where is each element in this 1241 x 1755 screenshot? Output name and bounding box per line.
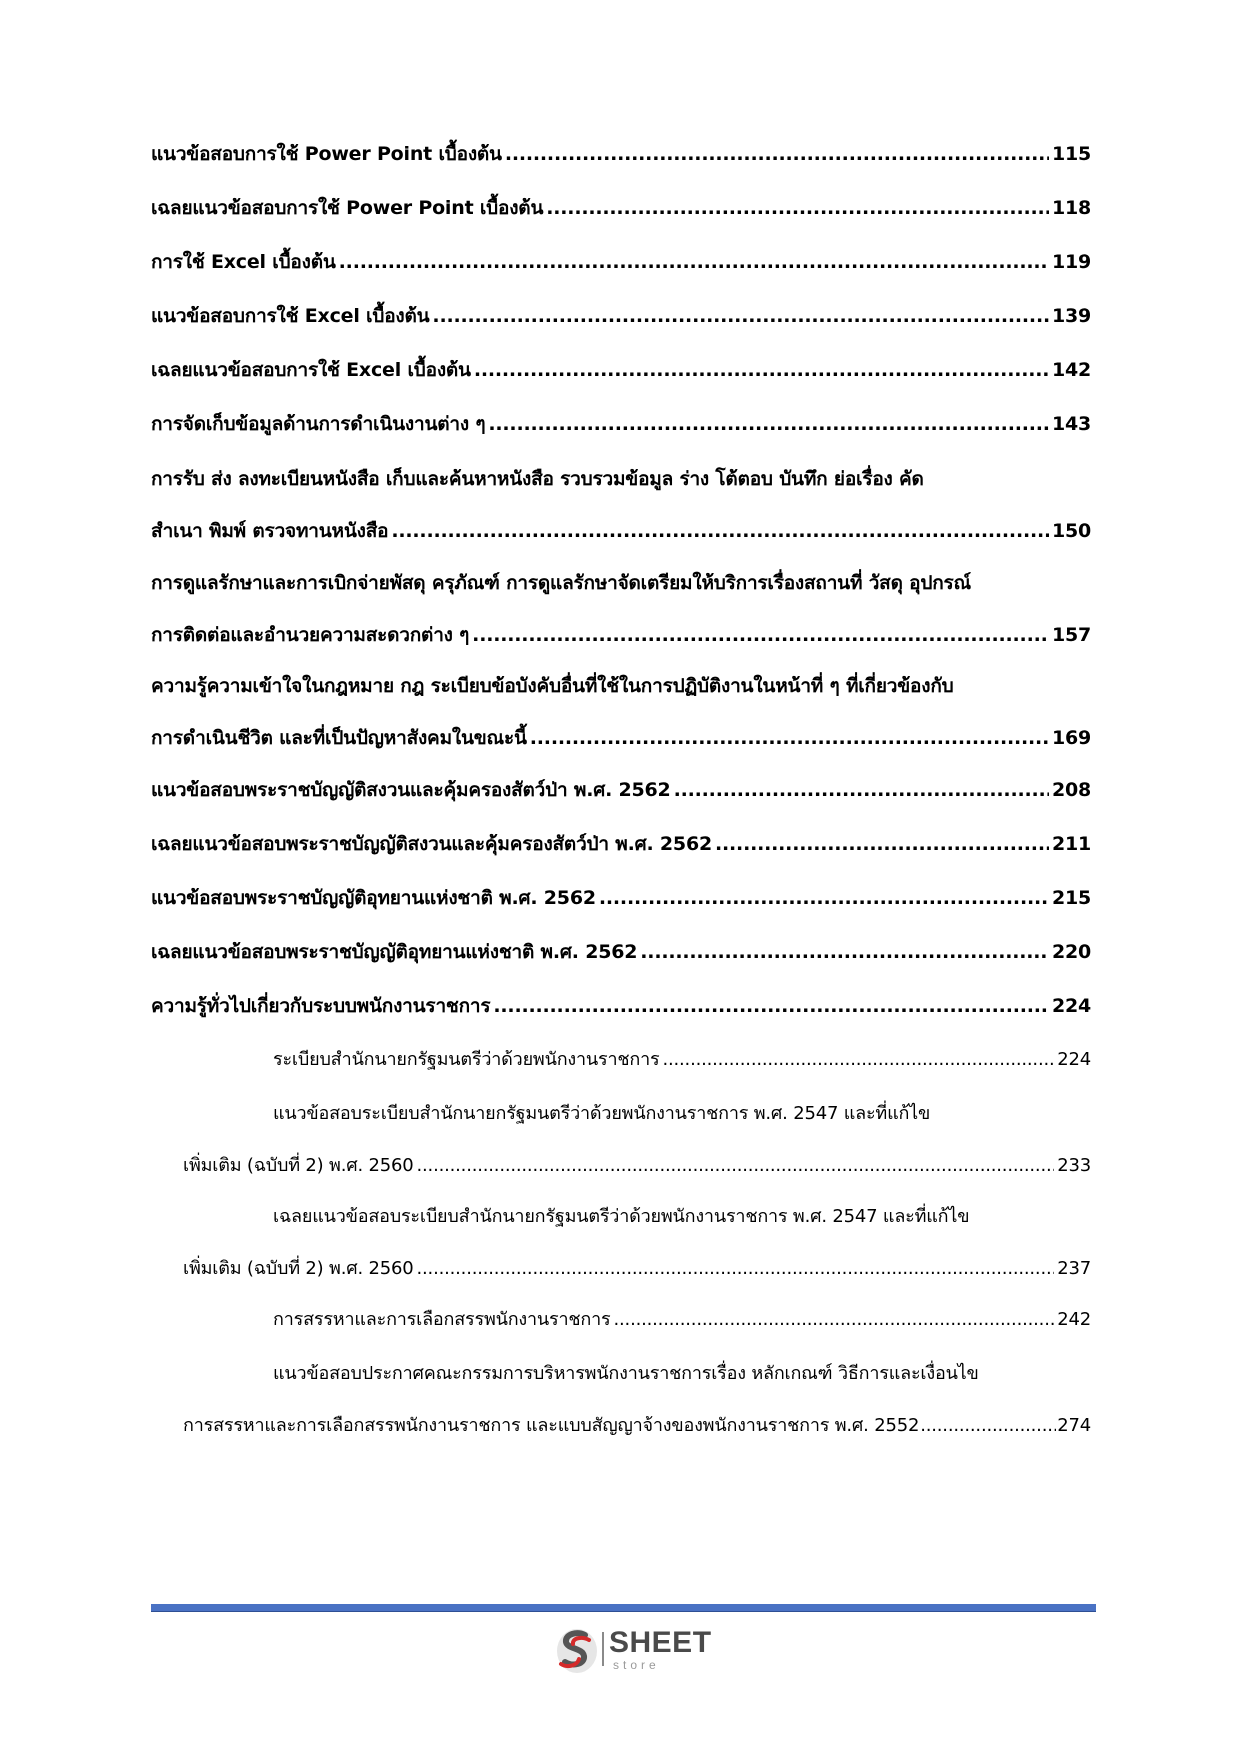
toc-entry[interactable] (151, 565, 1091, 653)
dot-leader (417, 1148, 1055, 1184)
toc-entry[interactable] (151, 988, 1091, 1024)
dot-leader (530, 720, 1049, 756)
dot-leader (505, 136, 1049, 172)
toc-entry-title: การจัดเก็บข้อมูลด้านการดำเนินงานต่าง ๆ (151, 413, 486, 435)
toc-entry-page: 150 (1051, 520, 1091, 542)
toc-entry[interactable] (151, 136, 1091, 172)
toc-entry-title: เพิ่มเติม (ฉบับที่ 2) พ.ศ. 2560 (183, 1155, 414, 1176)
dot-leader (488, 406, 1049, 442)
toc-entry-page: 211 (1051, 833, 1091, 855)
toc-entry[interactable] (151, 461, 1091, 549)
toc-entry-title: ระเบียบสำนักนายกรัฐมนตรีว่าด้วยพนักงานราชการ (273, 1049, 660, 1070)
toc-entry-title: การสรรหาและการเลือกสรรพนักงานราชการ และแบบสัญญาจ้างของพนักงานราชการ พ.ศ. 2552 (183, 1415, 920, 1436)
toc-entry-page: 224 (1051, 995, 1091, 1017)
toc-entry-title: การสรรหาและการเลือกสรรพนักงานราชการ (273, 1309, 611, 1330)
toc-entry-title: แนวข้อสอบพระราชบัญญัติสงวนและคุ้มครองสัตว์ป่า พ.ศ. 2562 (151, 779, 671, 801)
toc-entry[interactable] (151, 826, 1091, 862)
logo-subtext: store (613, 1658, 660, 1672)
dot-leader (417, 1251, 1055, 1287)
toc-entry-title: สำเนา พิมพ์ ตรวจทานหนังสือ (151, 520, 389, 542)
toc-entry-title-line1: เฉลยแนวข้อสอบระเบียบสำนักนายกรัฐมนตรีว่าด้วยพนักงานราชการ พ.ศ. 2547 และที่แก้ไข (273, 1206, 970, 1227)
toc-entry-page: 143 (1051, 413, 1091, 435)
toc-entry-title: ความรู้ทั่วไปเกี่ยวกับระบบพนักงานราชการ (151, 995, 491, 1017)
sheet-store-s-icon (555, 1626, 599, 1676)
toc-entry-page: 224 (1057, 1049, 1091, 1070)
toc-entry-title: การใช้ Excel เบื้องต้น (151, 251, 336, 273)
toc-entry[interactable] (151, 880, 1091, 916)
toc-entry-title: เฉลยแนวข้อสอบการใช้ Excel เบื้องต้น (151, 359, 471, 381)
toc-entry[interactable] (151, 772, 1091, 808)
toc-entry[interactable] (151, 406, 1091, 442)
toc-entry-title-line1: แนวข้อสอบประกาศคณะกรรมการบริหารพนักงานราชการเรื่อง หลักเกณฑ์ วิธีการและเงื่อนไข (273, 1363, 979, 1384)
toc-entry-page: 119 (1051, 251, 1091, 273)
toc-entry-title: แนวข้อสอบพระราชบัญญัติอุทยานแห่งชาติ พ.ศ. 2562 (151, 887, 596, 909)
dot-leader (472, 617, 1049, 653)
toc-sub-entry[interactable] (151, 1096, 1091, 1184)
toc-sub-entry[interactable] (151, 1356, 1091, 1444)
dot-leader (599, 880, 1049, 916)
toc-entry-title-line1: ความรู้ความเข้าใจในกฎหมาย กฎ ระเบียบข้อบังคับอื่นที่ใช้ในการปฏิบัติงานในหน้าที่ ๆ ที่เกี่ยวข้องกับ (151, 675, 954, 697)
toc-entry[interactable] (151, 244, 1091, 280)
toc-entry-page: 237 (1057, 1258, 1091, 1279)
toc-entry-title: เฉลยแนวข้อสอบพระราชบัญญัติสงวนและคุ้มครองสัตว์ป่า พ.ศ. 2562 (151, 833, 712, 855)
dot-leader (640, 934, 1049, 970)
toc-entry-page: 142 (1051, 359, 1091, 381)
toc-entry-title: การดำเนินชีวิต และที่เป็นปัญหาสังคมในขณะนี้ (151, 727, 527, 749)
toc-entry-title: แนวข้อสอบการใช้ Excel เบื้องต้น (151, 305, 430, 327)
toc-entry-title: การติดต่อและอำนวยความสะดวกต่าง ๆ (151, 624, 470, 646)
dot-leader (674, 772, 1049, 808)
sheet-store-logo (555, 1626, 725, 1678)
toc-entry-page: 118 (1051, 197, 1091, 219)
toc-entry-page: 169 (1051, 727, 1091, 749)
toc-entry-page: 242 (1057, 1309, 1091, 1330)
dot-leader (546, 190, 1049, 226)
toc-sub-entry[interactable] (151, 1199, 1091, 1287)
toc-entry-title-line1: แนวข้อสอบระเบียบสำนักนายกรัฐมนตรีว่าด้วยพนักงานราชการ พ.ศ. 2547 และที่แก้ไข (273, 1103, 931, 1124)
dot-leader (493, 988, 1049, 1024)
toc-entry[interactable] (151, 352, 1091, 388)
footer-bar (151, 1604, 1096, 1612)
toc-entry-page: 274 (1057, 1415, 1091, 1436)
logo-wordmark: SHEET (609, 1626, 712, 1659)
dot-leader (614, 1302, 1055, 1338)
toc-entry-title: เฉลยแนวข้อสอบพระราชบัญญัติอุทยานแห่งชาติ พ.ศ. 2562 (151, 941, 638, 963)
toc-entry-page: 115 (1051, 143, 1091, 165)
dot-leader (662, 1042, 1054, 1078)
toc-entry-title: เพิ่มเติม (ฉบับที่ 2) พ.ศ. 2560 (183, 1258, 414, 1279)
toc-entry[interactable] (151, 298, 1091, 334)
toc-entry-title: แนวข้อสอบการใช้ Power Point เบื้องต้น (151, 143, 502, 165)
dot-leader (920, 1408, 1056, 1444)
toc-entry-page: 220 (1051, 941, 1091, 963)
dot-leader (715, 826, 1049, 862)
toc-entry-title-line1: การดูแลรักษาและการเบิกจ่ายพัสดุ ครุภัณฑ์ การดูแลรักษาจัดเตรียมให้บริการเรื่องสถานที่ วัสดุ อุปกรณ์ (151, 572, 971, 594)
toc-entry-page: 233 (1057, 1155, 1091, 1176)
toc-entry-title: เฉลยแนวข้อสอบการใช้ Power Point เบื้องต้น (151, 197, 544, 219)
dot-leader (339, 244, 1049, 280)
dot-leader (432, 298, 1049, 334)
toc-entry[interactable] (151, 934, 1091, 970)
toc-sub-entry[interactable] (151, 1302, 1091, 1338)
toc-entry-page: 215 (1051, 887, 1091, 909)
logo-separator (602, 1632, 604, 1666)
toc-entry-title-line1: การรับ ส่ง ลงทะเบียนหนังสือ เก็บและค้นหาหนังสือ รวบรวมข้อมูล ร่าง โต้ตอบ บันทึก ย่อเรื่อง คัด (151, 468, 924, 490)
toc-entry-page: 139 (1051, 305, 1091, 327)
toc-entry-page: 208 (1051, 779, 1091, 801)
dot-leader (391, 513, 1049, 549)
toc-entry[interactable] (151, 190, 1091, 226)
toc-entry[interactable] (151, 668, 1091, 756)
toc-entry-page: 157 (1051, 624, 1091, 646)
dot-leader (474, 352, 1049, 388)
toc-sub-entry[interactable] (151, 1042, 1091, 1078)
